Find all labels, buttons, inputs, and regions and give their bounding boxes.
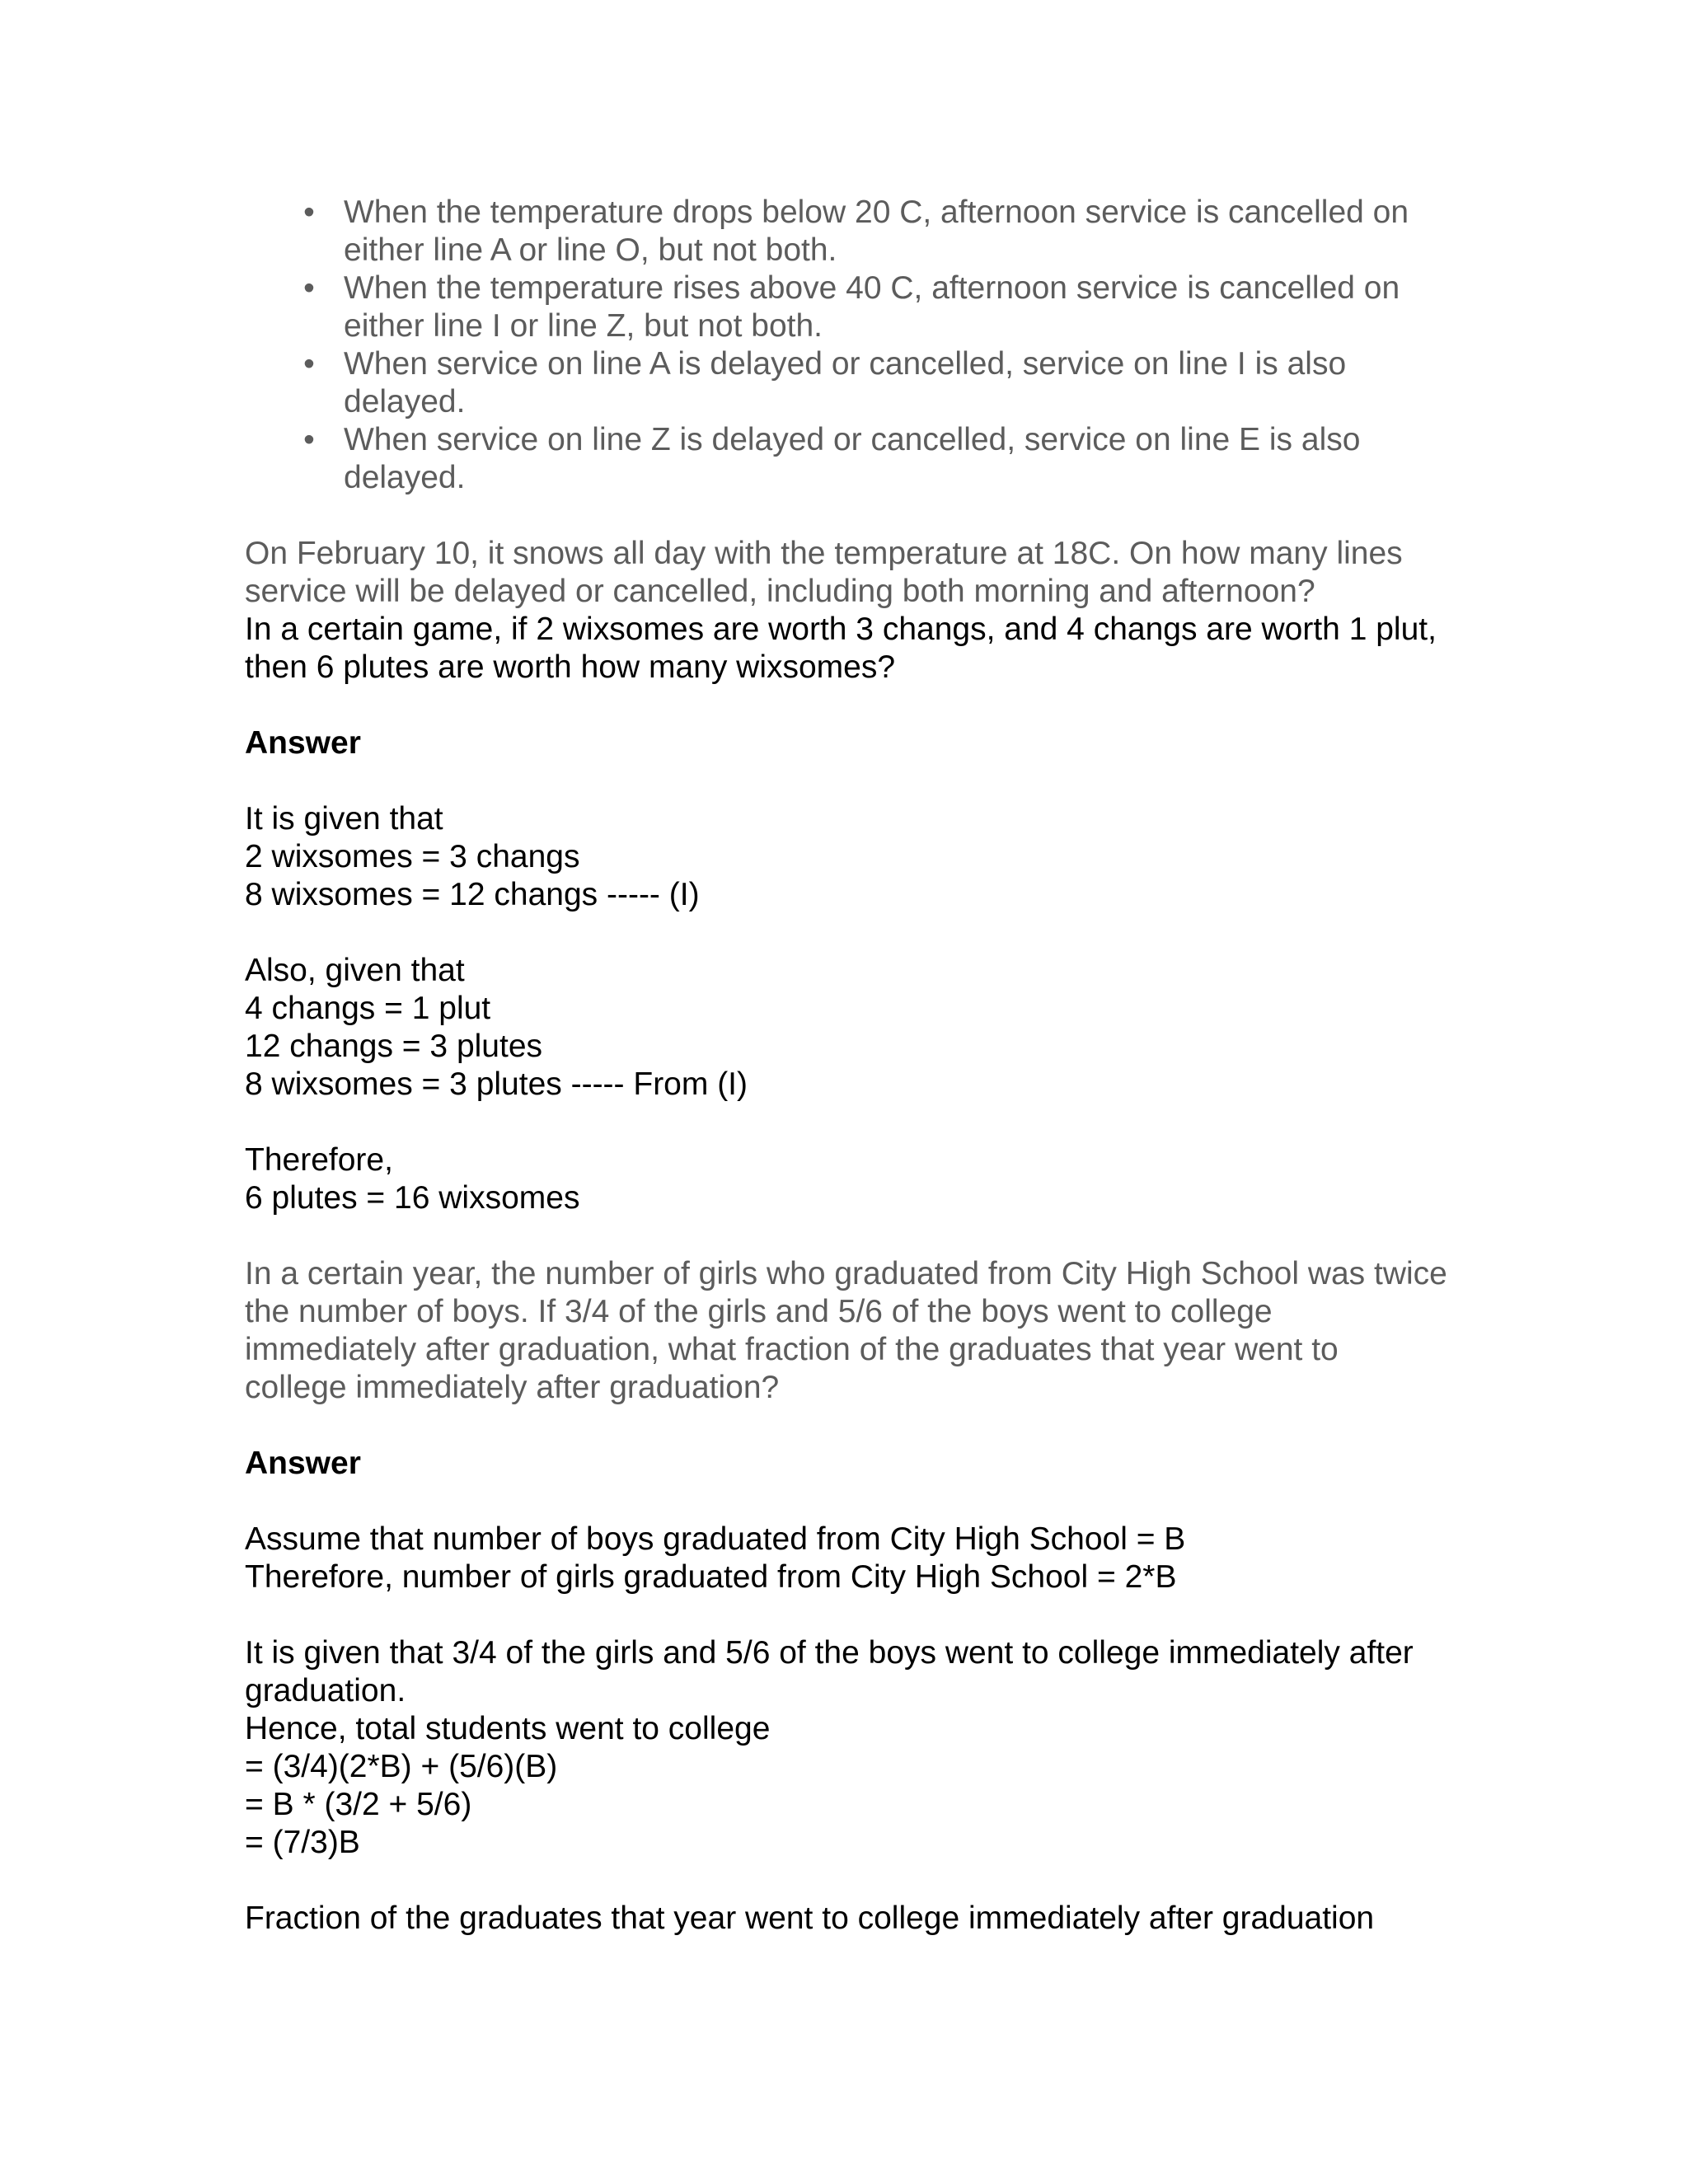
answer-line: = B * (3/2 + 5/6) xyxy=(245,1787,472,1822)
bullet-icon: • xyxy=(303,194,315,230)
rule-text: When the temperature drops below 20 C, afternoon service is cancelled on either line A or line O, but not both. xyxy=(344,194,1409,268)
bullet-icon: • xyxy=(303,422,315,457)
answer-line: Therefore, xyxy=(245,1142,393,1178)
question-feb-10: On February 10, it snows all day with the temperature at 18C. On how many lines service will be delayed or cancelled, including both morning and afternoon? xyxy=(245,536,1403,609)
rule-item xyxy=(303,269,1448,345)
answer-heading: Answer xyxy=(245,1446,361,1481)
answer-line: Hence, total students went to college xyxy=(245,1711,771,1746)
bullet-icon: • xyxy=(303,346,315,382)
answer-block-also xyxy=(245,952,1448,1104)
rule-text: When the temperature rises above 40 C, afternoon service is cancelled on either line I or line Z, but not both. xyxy=(344,270,1400,344)
answer-line: Therefore, number of girls graduated from City High School = 2*B xyxy=(245,1559,1177,1595)
answer-line: 4 changs = 1 plut xyxy=(245,991,491,1026)
document-page xyxy=(245,194,1448,1938)
rule-text: When service on line A is delayed or cancelled, service on line I is also delayed. xyxy=(344,346,1347,419)
answer-text: It is given that 3/4 of the girls and 5/6 of the boys went to college immediately after graduation. xyxy=(245,1635,1414,1708)
rule-item xyxy=(303,345,1448,421)
answer-block-therefore xyxy=(245,1141,1448,1217)
answer-line: Also, given that xyxy=(245,953,465,988)
answer-line: = (3/4)(2*B) + (5/6)(B) xyxy=(245,1749,558,1784)
answer-line: 6 plutes = 16 wixsomes xyxy=(245,1180,580,1216)
answer-heading: Answer xyxy=(245,725,361,761)
question-wixsomes: In a certain game, if 2 wixsomes are worth 3 changs, and 4 changs are worth 1 plut, then 6 plutes are worth how many wixsomes? xyxy=(245,612,1437,685)
answer-line: 2 wixsomes = 3 changs xyxy=(245,839,580,874)
answer-line: 8 wixsomes = 3 plutes ----- From (I) xyxy=(245,1066,748,1102)
answer-block-computation xyxy=(245,1634,1448,1862)
answer-line: It is given that xyxy=(245,801,443,837)
rules-list xyxy=(245,194,1448,497)
rule-text: When service on line Z is delayed or cancelled, service on line E is also delayed. xyxy=(344,422,1361,495)
answer-line: 12 changs = 3 plutes xyxy=(245,1029,543,1064)
rule-item xyxy=(303,194,1448,269)
answer-final-line: Fraction of the graduates that year went to college immediately after graduation xyxy=(245,1900,1375,1936)
answer-line: 8 wixsomes = 12 changs ----- (I) xyxy=(245,877,700,912)
answer-block-assume xyxy=(245,1521,1448,1596)
answer-block-given xyxy=(245,800,1448,914)
answer-line: Assume that number of boys graduated from City High School = B xyxy=(245,1521,1186,1557)
rule-item xyxy=(303,421,1448,497)
bullet-icon: • xyxy=(303,270,315,306)
answer-line: = (7/3)B xyxy=(245,1825,360,1860)
question-graduates: In a certain year, the number of girls who graduated from City High School was twice the number of boys. If 3/4 of the girls and 5/6 of the boys went to college immediately after graduation, what fraction of the graduates that year went to college immediately after graduation? xyxy=(245,1256,1447,1405)
